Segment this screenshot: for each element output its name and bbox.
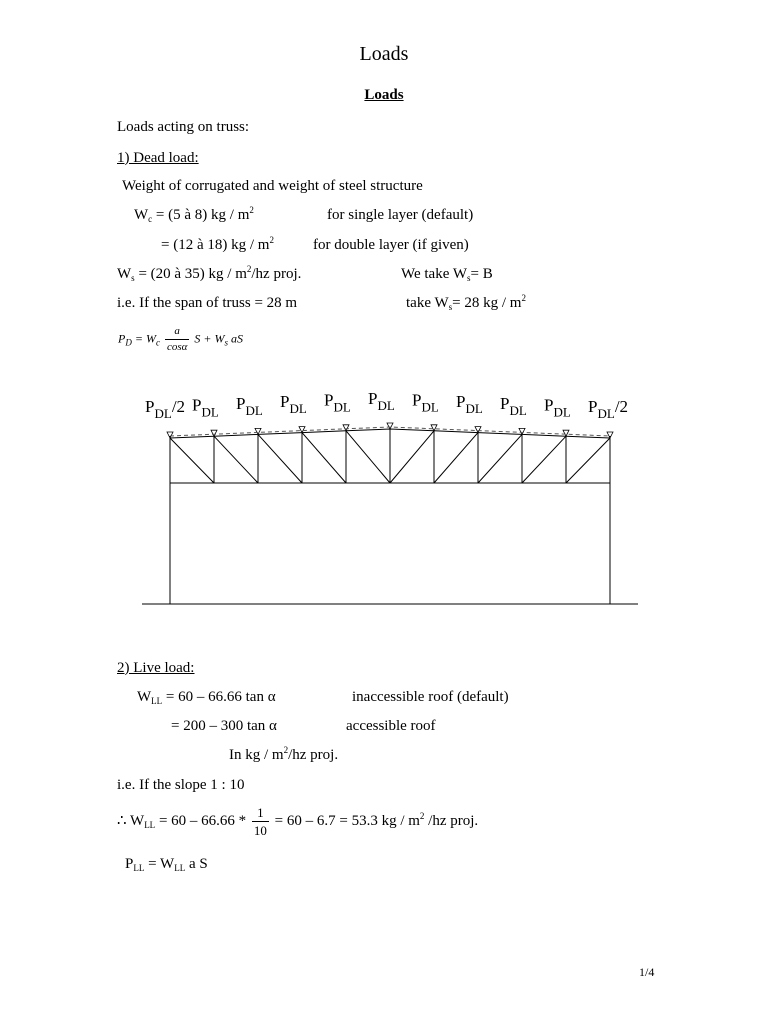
page-number: 1/4 [639, 965, 655, 979]
diagonal-member [566, 438, 610, 483]
diagonal-member [434, 433, 478, 483]
load-label-0: $P_{DL}/2$ [145, 397, 186, 421]
truss-diagram [138, 380, 642, 610]
calc-fraction: $\frac{1}{10}$ [253, 805, 267, 838]
diagonal-member [522, 436, 566, 483]
dead-load-heading: 1) Dead load: [117, 150, 199, 166]
load-arrow-icon [211, 430, 217, 436]
load-arrow-icon [563, 430, 569, 436]
load-arrow-icon [255, 428, 261, 434]
pll-formula: $P_{LL} = W_{LL}$ a S [125, 856, 208, 873]
load-label-7: $P_{DL}$ [456, 392, 483, 417]
ws-line: $W_s = (20$ à 35) kg / $m^2/hz$ proj. [117, 264, 302, 283]
diagonal-member [346, 431, 390, 483]
formula-fraction: $\frac{a}{\cos\alpha}$ [166, 325, 188, 353]
diagonal-member [302, 433, 346, 483]
diagonal-member [258, 434, 302, 483]
load-label-3: $P_{DL}$ [280, 392, 307, 417]
dead-load-description: Weight of corrugated and weight of steel structure [122, 178, 423, 194]
wll-accessible-line: = 200 – 300 tan α [171, 718, 277, 734]
intro-text: Loads acting on truss: [117, 119, 250, 135]
load-label-5: $P_{DL}$ [368, 389, 395, 413]
span-example-text: i.e. If the span of truss = 28 m [117, 295, 298, 311]
wc-double-layer-note: for double layer (if given) [313, 237, 469, 253]
diagonal-member [478, 434, 522, 483]
slope-example-text: i.e. If the slope 1 : 10 [117, 777, 245, 793]
load-label-9: $P_{DL}$ [544, 395, 571, 420]
ws-take-line: We take $W_s= B$ [401, 266, 493, 283]
dead-load-formula: $P_D = W_c$ $\frac{a}{\cos\alpha}$ $S + W_s$ aS [118, 325, 243, 353]
wc-double-layer-line: = (12 à 18) kg / $m^2$ [161, 235, 274, 253]
section-title: Loads [364, 87, 404, 103]
wll-calculation: ∴ $W_{LL} = 60 - 66.66$ * $\frac{1}{10}$ = 60 – 6.7 = 53.3 kg / $m^2$ /hz proj. [117, 805, 479, 838]
diagonal-member [214, 436, 258, 483]
load-label-6: $P_{DL}$ [412, 390, 439, 415]
wc-single-layer-note: for single layer (default) [327, 207, 474, 223]
wll-inaccessible-line: $W_{LL} = 60 - 66.66$ tan α [137, 689, 276, 706]
load-label-1: $P_{DL}$ [192, 395, 219, 420]
truss-members [167, 423, 613, 483]
page-title: Loads [359, 43, 409, 65]
wll-accessible-note: accessible roof [346, 718, 436, 734]
diagonal-member [390, 431, 434, 483]
wll-inaccessible-note: inaccessible roof (default) [352, 689, 509, 705]
load-label-8: $P_{DL}$ [500, 393, 527, 418]
load-label-4: $P_{DL}$ [324, 390, 351, 415]
load-arrow-icon [519, 428, 525, 434]
load-arrow-icon [343, 425, 349, 431]
load-label-10: $P_{DL}/2$ [588, 397, 629, 421]
load-arrow-icon [475, 427, 481, 433]
load-arrow-icon [431, 425, 437, 431]
span-example-take: take $W_s= 28$ kg / $m^2$ [406, 293, 526, 312]
units-line: In kg / $m^2/hz$ proj. [229, 745, 339, 763]
load-arrow-icon [387, 423, 393, 429]
wc-single-layer-line: $W_c = (5$ à 8) kg / $m^2$ [134, 205, 254, 224]
diagonal-member [170, 438, 214, 483]
load-labels [145, 389, 628, 421]
load-label-2: $P_{DL}$ [236, 393, 263, 418]
live-load-heading: 2) Live load: [117, 660, 195, 676]
load-arrow-icon [299, 427, 305, 433]
